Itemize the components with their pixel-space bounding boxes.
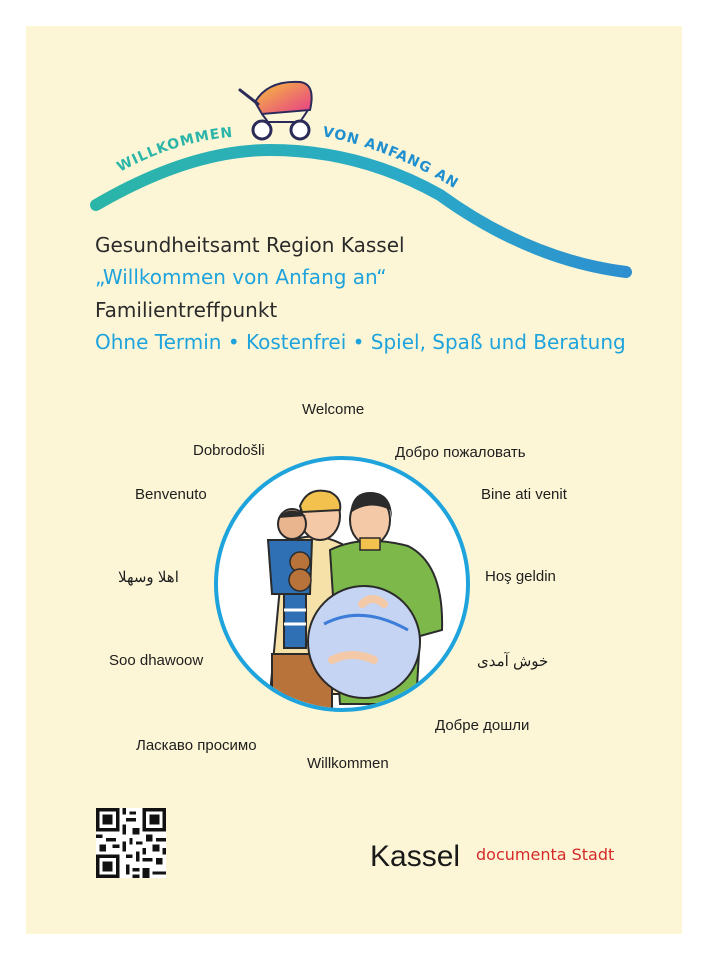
- greeting-german: Willkommen: [307, 755, 389, 772]
- heading-department: Gesundheitsamt Region Kassel: [95, 233, 405, 257]
- greeting-persian: خوش آمدی: [477, 653, 549, 670]
- city-logo: Kassel: [370, 840, 461, 873]
- greeting-somali: Soo dhawoow: [109, 652, 204, 669]
- city-tagline: documenta Stadt: [476, 845, 615, 864]
- heading-place: Familientreffpunkt: [95, 298, 278, 322]
- stroller-icon: [240, 82, 312, 139]
- greeting-russian: Добро пожаловать: [395, 444, 526, 461]
- greeting-romanian: Bine ati venit: [481, 486, 567, 503]
- greeting-arabic: اهلا وسهلا: [118, 569, 179, 586]
- greeting-ukrainian: Ласкаво просимо: [136, 737, 257, 754]
- qr-code[interactable]: [96, 808, 166, 878]
- logo-text-right: VON ANFANG AN: [321, 124, 462, 193]
- greeting-bosnian: Dobrodošli: [193, 442, 265, 459]
- family-illustration: [212, 454, 472, 714]
- heading-features: Ohne Termin • Kostenfrei • Spiel, Spaß und Beratung: [95, 330, 626, 354]
- greeting-english: Welcome: [302, 401, 365, 418]
- greeting-italian: Benvenuto: [135, 486, 207, 503]
- heading-program: „Willkommen von Anfang an“: [95, 265, 387, 289]
- greeting-turkish: Hoş geldin: [485, 568, 556, 585]
- logo-text-left: WILLKOMMEN: [114, 124, 234, 176]
- greeting-bulgarian: Добре дошли: [435, 717, 530, 734]
